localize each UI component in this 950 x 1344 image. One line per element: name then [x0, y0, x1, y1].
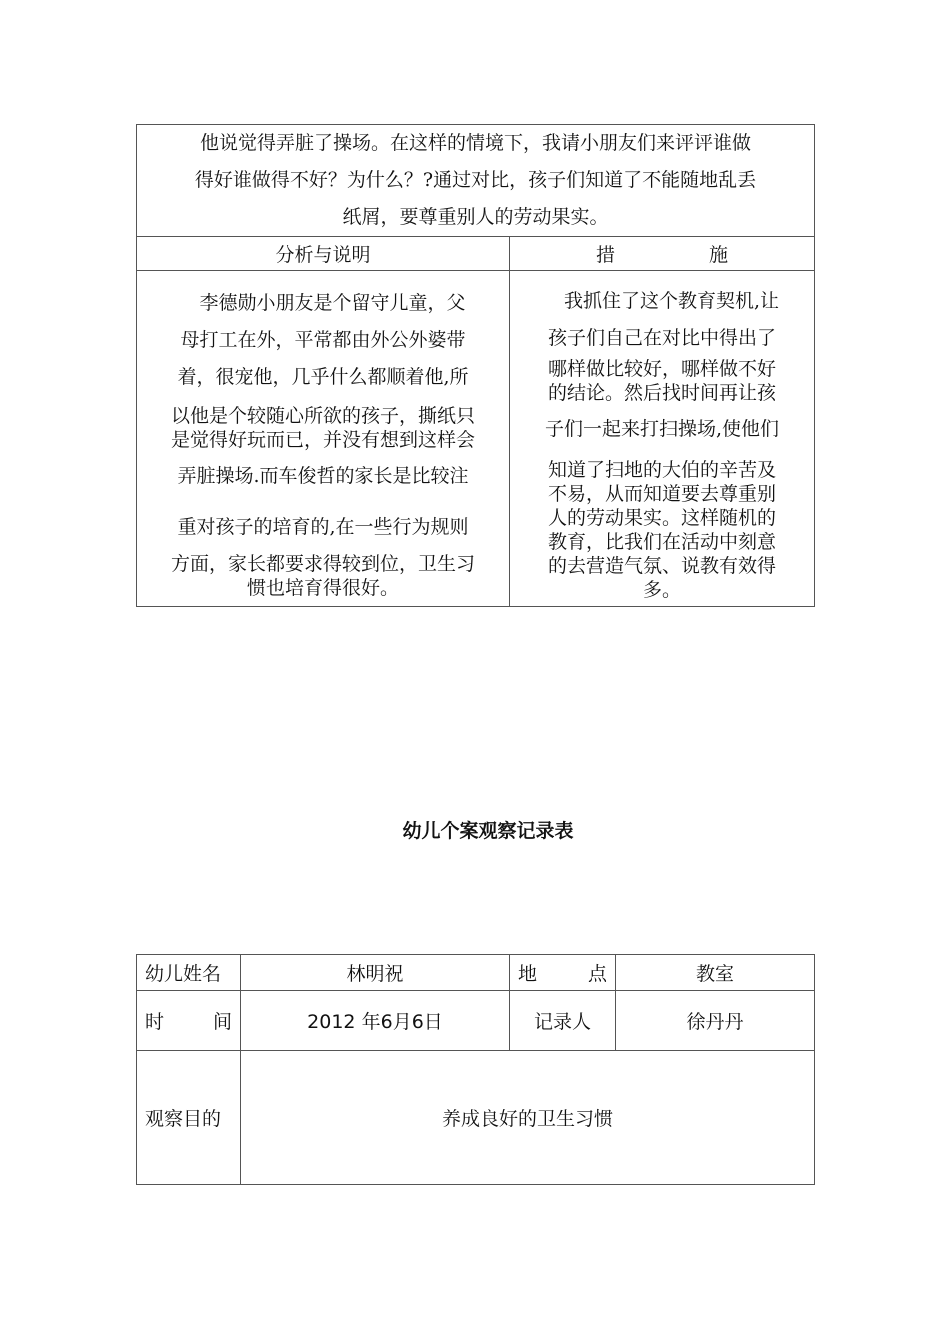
date-day-unit: 日 [423, 1011, 443, 1033]
continuation-line: 得好谁做得不好？为什么？?通过对比，孩子们知道了不能随地乱丢 [194, 169, 757, 191]
analysis-line: 是觉得好玩而已，并没有想到这样会 [170, 429, 475, 451]
measures-line: 教育，比我们在活动中刻意 [548, 531, 777, 553]
page-title: 幼儿个案观察记录表 [402, 820, 574, 842]
child-name-value: 林明祝 [346, 963, 404, 985]
analysis-line: 母打工在外，平常都由外公外婆带 [180, 329, 466, 351]
measures-line: 孩子们自己在对比中得出了 [548, 327, 777, 349]
measures-header-char: 施 [709, 244, 729, 266]
measures-header [510, 237, 815, 271]
analysis-line: 弄脏操场.而车俊哲的家长是比较注 [177, 465, 469, 487]
analysis-line: 以他是个较随心所欲的孩子，撕纸只 [170, 405, 475, 427]
place-label-char: 地 [518, 963, 538, 985]
analysis-line: 着，很宠他，几乎什么都顺着他,所 [177, 366, 469, 388]
analysis-line: 李德勋小朋友是个留守儿童，父 [180, 292, 466, 314]
recorder-label-cell [510, 991, 616, 1051]
child-name-label-cell [137, 955, 241, 991]
measures-line: 我抓住了这个教育契机,让 [544, 290, 780, 312]
measures-line: 多。 [643, 579, 682, 601]
time-label-char: 时 [145, 1011, 165, 1033]
measures-cell [510, 271, 815, 607]
place-value-cell [616, 955, 815, 991]
place-value: 教室 [695, 963, 734, 985]
measures-line: 的结论。然后找时间再让孩 [548, 382, 777, 404]
place-label-char: 点 [587, 963, 607, 985]
measures-header-char: 措 [595, 244, 615, 266]
time-label-cell [137, 991, 241, 1051]
recorder-label: 记录人 [533, 1011, 591, 1033]
analysis-line: 方面，家长都要求得较到位，卫生习 [170, 553, 475, 575]
continuation-line: 纸屑，要尊重别人的劳动果实。 [342, 206, 609, 228]
date-month-unit: 月 [392, 1011, 412, 1033]
analysis-header-label: 分析与说明 [275, 244, 371, 266]
child-name-value-cell [241, 955, 510, 991]
recorder-value-cell [616, 991, 815, 1051]
measures-line: 人的劳动果实。这样随机的 [548, 507, 777, 529]
child-name-label: 幼儿姓名 [145, 963, 222, 985]
time-label-char: 间 [212, 1011, 232, 1033]
analysis-header [137, 237, 510, 271]
analysis-line: 惯也培育得很好。 [246, 577, 399, 599]
date-year: 2012 [307, 1011, 356, 1033]
purpose-label-cell [137, 1051, 241, 1185]
measures-line: 子们一起来打扫操场,使他们 [544, 418, 780, 440]
analysis-cell [137, 271, 510, 607]
analysis-line: 重对孩子的培育的,在一些行为规则 [177, 516, 469, 538]
recorder-value: 徐丹丹 [686, 1011, 744, 1033]
observation-continuation-cell [137, 125, 815, 237]
continuation-line: 他说觉得弄脏了操场。在这样的情境下，我请小朋友们来评评谁做 [200, 132, 752, 154]
date-year-unit: 年 [361, 1011, 381, 1033]
date-day: 6 [411, 1011, 424, 1033]
observation-analysis-table [136, 124, 815, 607]
measures-line: 不易，从而知道要去尊重别 [548, 483, 777, 505]
purpose-label: 观察目的 [145, 1108, 222, 1130]
measures-line: 的去营造气氛、说教有效得 [548, 555, 777, 577]
measures-line: 知道了扫地的大伯的辛苦及 [548, 459, 777, 481]
case-observation-record-table [136, 954, 815, 1185]
purpose-value: 养成良好的卫生习惯 [441, 1108, 613, 1130]
measures-line: 哪样做比较好，哪样做不好 [548, 358, 777, 380]
date-month: 6 [380, 1011, 393, 1033]
purpose-value-cell [241, 1051, 815, 1185]
date-value-cell [241, 991, 510, 1051]
place-label-cell [510, 955, 616, 991]
